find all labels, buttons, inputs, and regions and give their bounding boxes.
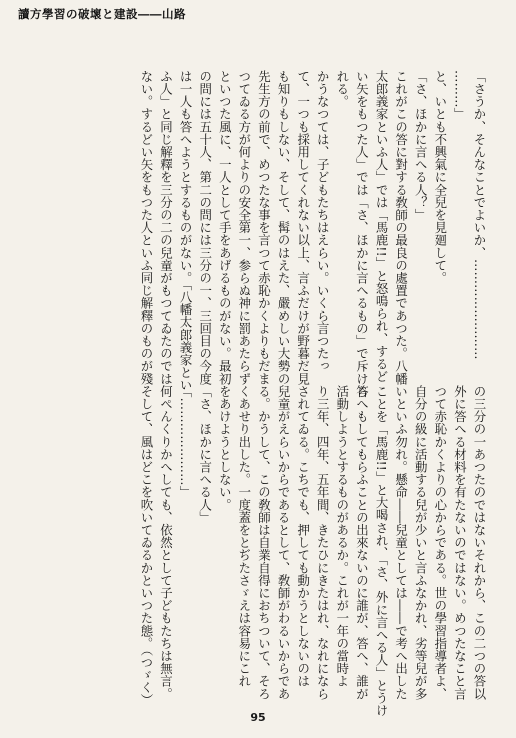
text-line: り三年、四年、五年間、きたひにきたはれ、なれになら — [315, 385, 331, 700]
text-line: は一人も答へようとするものがない。「八幡太郎義家とい — [178, 70, 194, 392]
text-line: ない。するどい矢をもつた人といふ同じ解釋のものが殘 — [138, 70, 154, 385]
text-line: る。かうして、この敎師は自業自得におちついて、そろ — [256, 385, 272, 700]
text-line: ふ人」と同じ解釋を三分の二の兒童がもつてゐたのでは — [158, 70, 174, 385]
text-line: 答へもしてもらふことの出來ないのに誰が、答へ、誰が — [354, 385, 370, 700]
text-line: つてゐる方が何よりの安全第一、参らぬ神に罰あたらず — [236, 70, 252, 385]
text-line: と、いとも不興氣に全兒を見廻して。 — [432, 70, 448, 285]
text-line: 「さ、ほかに言へる人」 — [197, 385, 213, 524]
text-line: そして、風はどこを吹いてゐるかといつた態。（つゞく） — [138, 385, 154, 707]
text-line: くあせり出した。一度蓋をとぢたさゞえは容易にこれ — [236, 385, 252, 688]
page-number: 95 — [250, 711, 266, 724]
running-header: 讀方學習の破壞と建設――山路 — [18, 7, 186, 21]
text-line: 「…………………」 — [178, 385, 194, 499]
text-line: も知りもしない、そして、髯のはえた、嚴めしい大勢の — [276, 70, 292, 385]
text-line: かうなつては、子どもたちはえらい。いくら言つたっ — [315, 70, 331, 373]
text-line: の三分の一あつたのではないそれから、この二つの答以 — [472, 385, 487, 700]
text-line: 何ぺんくりかへしても、依然として子どもたちは無言。 — [158, 385, 174, 700]
text-line: 自分の級に活動する兒が少いと言ふなかれ、劣等兒が多 — [413, 385, 429, 700]
text-line: をあけようとしない。 — [217, 385, 233, 511]
upper-text-block — [136, 70, 489, 398]
text-line: ことを「馬鹿!!」と大喝され、「さ、外に言へる人」とうけ — [374, 385, 390, 717]
text-line: 兒童がえらいからであるとして、敎師がわるいからであ — [276, 385, 292, 700]
text-line: 「さうか、そんなことでよいか、…………………… — [472, 70, 487, 360]
text-line: 外に答へる材料を有たないのではない。めつたなこと言 — [452, 385, 468, 700]
text-line: の問には五十人、第二の問には三分の一、三回目の今度 — [197, 70, 213, 385]
text-line: されてゐる。こちでも、押しても動かうとしないのは — [295, 385, 311, 688]
text-line: といつた風に、一人として手をあげるものがない。最初 — [217, 70, 233, 385]
text-line: て、一つも採用してくれない以上、言ふだけが野暮だ見 — [295, 70, 311, 385]
text-line: 「さ、ほかに言へる人？」 — [413, 70, 429, 222]
text-line: いといふ勿れ。懸命――兒童としては――で考へ出した — [393, 385, 409, 700]
text-line: 活動しようとするものがあるか。これが一年の當時よ — [334, 385, 350, 688]
lower-text-block — [136, 385, 489, 717]
text-line: 太郎義家といふ人」では「馬鹿!!」と怒鳴られ、するど — [374, 70, 390, 383]
text-line: ………」 — [452, 70, 468, 121]
text-line: これがこの答に對する敎師の最良の處置であつた。八幡 — [393, 70, 409, 385]
text-line: い矢をもつた人」では「さ、ほかに言へるもの」で斥けら — [354, 70, 370, 398]
text-line: つて赤恥かくよりの心からである。世の學習指導者よ、 — [432, 385, 448, 700]
text-line: 先生方の前で、めつたな事を言つて赤恥かくよりもだま — [256, 70, 272, 385]
text-line: れる。 — [334, 70, 350, 108]
